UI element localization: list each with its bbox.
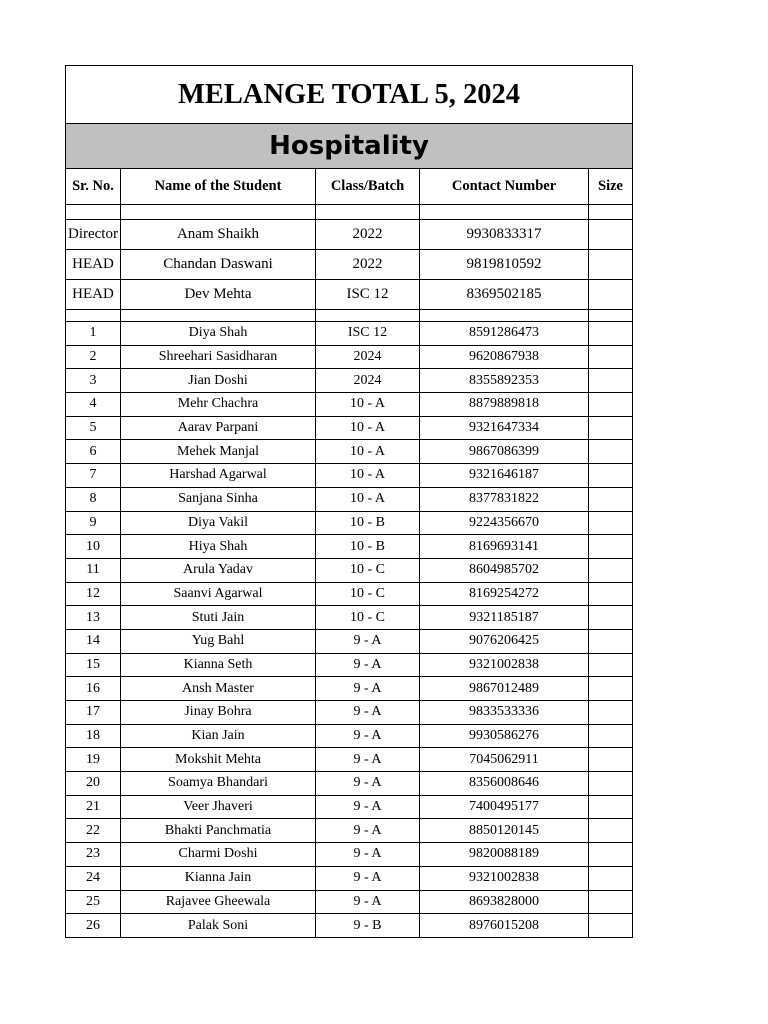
cell-name[interactable]: Mehr Chachra bbox=[121, 393, 316, 417]
cell-sr[interactable]: 22 bbox=[66, 819, 121, 843]
cell-name[interactable]: Rajavee Gheewala bbox=[121, 890, 316, 914]
student-row bbox=[66, 677, 633, 701]
student-row bbox=[66, 748, 633, 772]
cell-name[interactable]: Aarav Parpani bbox=[121, 416, 316, 440]
cell-class[interactable]: 10 - A bbox=[316, 440, 420, 464]
cell-size[interactable] bbox=[589, 440, 633, 464]
cell-name[interactable]: Charmi Doshi bbox=[121, 843, 316, 867]
title-row bbox=[66, 66, 633, 124]
cell-role[interactable]: Director bbox=[66, 220, 121, 250]
column-header-row bbox=[66, 169, 633, 205]
cell-name[interactable]: Palak Soni bbox=[121, 914, 316, 938]
cell-sr[interactable]: 13 bbox=[66, 606, 121, 630]
empty-cell[interactable] bbox=[589, 205, 633, 220]
cell-sr[interactable]: 20 bbox=[66, 772, 121, 796]
cell-contact[interactable]: 9867012489 bbox=[420, 677, 589, 701]
cell-name[interactable]: Veer Jhaveri bbox=[121, 795, 316, 819]
cell-contact[interactable]: 9224356670 bbox=[420, 511, 589, 535]
student-row bbox=[66, 558, 633, 582]
column-header-contact[interactable]: Contact Number bbox=[420, 169, 589, 205]
cell-class[interactable]: 10 - C bbox=[316, 582, 420, 606]
empty-cell[interactable] bbox=[420, 310, 589, 322]
cell-name[interactable]: Diya Vakil bbox=[121, 511, 316, 535]
student-row bbox=[66, 795, 633, 819]
cell-sr[interactable]: 12 bbox=[66, 582, 121, 606]
cell-size[interactable] bbox=[589, 795, 633, 819]
cell-sr[interactable]: 21 bbox=[66, 795, 121, 819]
cell-contact[interactable]: 8591286473 bbox=[420, 322, 589, 346]
cell-contact[interactable]: 9820088189 bbox=[420, 843, 589, 867]
cell-size[interactable] bbox=[589, 914, 633, 938]
cell-name[interactable]: Jinay Bohra bbox=[121, 701, 316, 725]
cell-size[interactable] bbox=[589, 416, 633, 440]
cell-size[interactable] bbox=[589, 606, 633, 630]
cell-name[interactable]: Harshad Agarwal bbox=[121, 464, 316, 488]
student-row bbox=[66, 653, 633, 677]
student-row bbox=[66, 322, 633, 346]
cell-sr[interactable]: 24 bbox=[66, 866, 121, 890]
student-row bbox=[66, 914, 633, 938]
cell-name[interactable]: Soamya Bhandari bbox=[121, 772, 316, 796]
student-row bbox=[66, 393, 633, 417]
cell-class[interactable]: 10 - B bbox=[316, 511, 420, 535]
student-row bbox=[66, 843, 633, 867]
cell-name[interactable]: Mokshit Mehta bbox=[121, 748, 316, 772]
cell-class[interactable]: 10 - C bbox=[316, 606, 420, 630]
student-row bbox=[66, 701, 633, 725]
cell-name[interactable]: Hiya Shah bbox=[121, 535, 316, 559]
cell-size[interactable] bbox=[589, 653, 633, 677]
cell-size[interactable] bbox=[589, 322, 633, 346]
empty-cell[interactable] bbox=[589, 310, 633, 322]
cell-name[interactable]: Dev Mehta bbox=[121, 280, 316, 310]
student-row bbox=[66, 606, 633, 630]
cell-name[interactable]: Saanvi Agarwal bbox=[121, 582, 316, 606]
student-row bbox=[66, 369, 633, 393]
cell-class[interactable]: 2022 bbox=[316, 220, 420, 250]
cell-sr[interactable]: 11 bbox=[66, 558, 121, 582]
cell-class[interactable]: 9 - A bbox=[316, 795, 420, 819]
cell-size[interactable] bbox=[589, 772, 633, 796]
student-row bbox=[66, 890, 633, 914]
cell-name[interactable]: Bhakti Panchmatia bbox=[121, 819, 316, 843]
cell-sr[interactable]: 8 bbox=[66, 487, 121, 511]
cell-name[interactable]: Ansh Master bbox=[121, 677, 316, 701]
cell-sr[interactable]: 16 bbox=[66, 677, 121, 701]
cell-contact[interactable]: 9321646187 bbox=[420, 464, 589, 488]
student-row bbox=[66, 582, 633, 606]
cell-name[interactable]: Chandan Daswani bbox=[121, 250, 316, 280]
cell-name[interactable]: Jian Doshi bbox=[121, 369, 316, 393]
student-row bbox=[66, 511, 633, 535]
cell-class[interactable]: 9 - A bbox=[316, 772, 420, 796]
cell-sr[interactable]: 2 bbox=[66, 345, 121, 369]
cell-size[interactable] bbox=[589, 748, 633, 772]
cell-name[interactable]: Diya Shah bbox=[121, 322, 316, 346]
cell-sr[interactable]: 23 bbox=[66, 843, 121, 867]
cell-size[interactable] bbox=[589, 487, 633, 511]
cell-role[interactable]: HEAD bbox=[66, 280, 121, 310]
section-row bbox=[66, 124, 633, 169]
cell-sr[interactable]: 4 bbox=[66, 393, 121, 417]
cell-contact[interactable]: 8169693141 bbox=[420, 535, 589, 559]
cell-contact[interactable]: 8879889818 bbox=[420, 393, 589, 417]
cell-name[interactable]: Anam Shaikh bbox=[121, 220, 316, 250]
cell-class[interactable]: 9 - A bbox=[316, 629, 420, 653]
student-row bbox=[66, 629, 633, 653]
section-title[interactable]: Hospitality bbox=[66, 124, 633, 169]
cell-class[interactable]: 10 - A bbox=[316, 393, 420, 417]
cell-contact[interactable]: 9076206425 bbox=[420, 629, 589, 653]
cell-contact[interactable]: 9321647334 bbox=[420, 416, 589, 440]
cell-size[interactable] bbox=[589, 843, 633, 867]
student-row bbox=[66, 487, 633, 511]
cell-size[interactable] bbox=[589, 629, 633, 653]
cell-class[interactable]: 9 - A bbox=[316, 748, 420, 772]
cell-size[interactable] bbox=[589, 890, 633, 914]
cell-sr[interactable]: 6 bbox=[66, 440, 121, 464]
cell-size[interactable] bbox=[589, 677, 633, 701]
cell-contact[interactable]: 7045062911 bbox=[420, 748, 589, 772]
student-row bbox=[66, 345, 633, 369]
sheet-title[interactable]: MELANGE TOTAL 5, 2024 bbox=[66, 66, 633, 124]
cell-contact[interactable]: 8355892353 bbox=[420, 369, 589, 393]
cell-class[interactable]: 9 - A bbox=[316, 866, 420, 890]
student-row bbox=[66, 464, 633, 488]
cell-name[interactable]: Shreehari Sasidharan bbox=[121, 345, 316, 369]
cell-sr[interactable]: 18 bbox=[66, 724, 121, 748]
roster-table bbox=[65, 65, 633, 938]
cell-sr[interactable]: 26 bbox=[66, 914, 121, 938]
cell-name[interactable]: Stuti Jain bbox=[121, 606, 316, 630]
cell-size[interactable] bbox=[589, 535, 633, 559]
cell-size[interactable] bbox=[589, 819, 633, 843]
student-row bbox=[66, 724, 633, 748]
student-row bbox=[66, 440, 633, 464]
column-header-sr-no[interactable]: Sr. No. bbox=[66, 169, 121, 205]
cell-contact[interactable]: 8377831822 bbox=[420, 487, 589, 511]
cell-contact[interactable]: 9833533336 bbox=[420, 701, 589, 725]
cell-size[interactable] bbox=[589, 511, 633, 535]
lead-row bbox=[66, 280, 633, 310]
cell-contact[interactable]: 8169254272 bbox=[420, 582, 589, 606]
student-row bbox=[66, 772, 633, 796]
cell-contact[interactable]: 9819810592 bbox=[420, 250, 589, 280]
student-row bbox=[66, 535, 633, 559]
column-header-class[interactable]: Class/Batch bbox=[316, 169, 420, 205]
cell-sr[interactable]: 14 bbox=[66, 629, 121, 653]
student-row bbox=[66, 819, 633, 843]
cell-class[interactable]: 9 - B bbox=[316, 914, 420, 938]
lead-row bbox=[66, 250, 633, 280]
cell-class[interactable]: 10 - B bbox=[316, 535, 420, 559]
cell-class[interactable]: ISC 12 bbox=[316, 322, 420, 346]
cell-contact[interactable]: 8693828000 bbox=[420, 890, 589, 914]
cell-class[interactable]: 2024 bbox=[316, 369, 420, 393]
cell-sr[interactable]: 5 bbox=[66, 416, 121, 440]
cell-class[interactable]: 9 - A bbox=[316, 724, 420, 748]
cell-size[interactable] bbox=[589, 250, 633, 280]
cell-contact[interactable]: 9620867938 bbox=[420, 345, 589, 369]
cell-name[interactable]: Arula Yadav bbox=[121, 558, 316, 582]
cell-name[interactable]: Sanjana Sinha bbox=[121, 487, 316, 511]
empty-cell[interactable] bbox=[66, 205, 121, 220]
roster-sheet bbox=[65, 65, 632, 938]
cell-class[interactable]: ISC 12 bbox=[316, 280, 420, 310]
spacer-row bbox=[66, 310, 633, 322]
cell-sr[interactable]: 7 bbox=[66, 464, 121, 488]
empty-cell[interactable] bbox=[121, 205, 316, 220]
cell-name[interactable]: Kian Jain bbox=[121, 724, 316, 748]
spacer-row bbox=[66, 205, 633, 220]
cell-contact[interactable]: 8850120145 bbox=[420, 819, 589, 843]
cell-size[interactable] bbox=[589, 220, 633, 250]
cell-size[interactable] bbox=[589, 345, 633, 369]
student-row bbox=[66, 866, 633, 890]
cell-class[interactable]: 2024 bbox=[316, 345, 420, 369]
cell-size[interactable] bbox=[589, 369, 633, 393]
cell-contact[interactable]: 7400495177 bbox=[420, 795, 589, 819]
cell-size[interactable] bbox=[589, 280, 633, 310]
cell-contact[interactable]: 9867086399 bbox=[420, 440, 589, 464]
cell-class[interactable]: 9 - A bbox=[316, 653, 420, 677]
cell-class[interactable]: 9 - A bbox=[316, 819, 420, 843]
empty-cell[interactable] bbox=[121, 310, 316, 322]
cell-contact[interactable]: 8369502185 bbox=[420, 280, 589, 310]
empty-cell[interactable] bbox=[316, 310, 420, 322]
cell-contact[interactable]: 8976015208 bbox=[420, 914, 589, 938]
cell-sr[interactable]: 9 bbox=[66, 511, 121, 535]
cell-sr[interactable]: 15 bbox=[66, 653, 121, 677]
cell-contact[interactable]: 9321002838 bbox=[420, 653, 589, 677]
cell-size[interactable] bbox=[589, 582, 633, 606]
lead-row bbox=[66, 220, 633, 250]
cell-contact[interactable]: 9321185187 bbox=[420, 606, 589, 630]
cell-role[interactable]: HEAD bbox=[66, 250, 121, 280]
cell-contact[interactable]: 9930586276 bbox=[420, 724, 589, 748]
cell-name[interactable]: Kianna Seth bbox=[121, 653, 316, 677]
cell-contact[interactable]: 9321002838 bbox=[420, 866, 589, 890]
cell-contact[interactable]: 9930833317 bbox=[420, 220, 589, 250]
student-row bbox=[66, 416, 633, 440]
cell-size[interactable] bbox=[589, 866, 633, 890]
cell-sr[interactable]: 17 bbox=[66, 701, 121, 725]
cell-size[interactable] bbox=[589, 724, 633, 748]
cell-class[interactable]: 9 - A bbox=[316, 890, 420, 914]
cell-class[interactable]: 10 - C bbox=[316, 558, 420, 582]
cell-size[interactable] bbox=[589, 464, 633, 488]
cell-class[interactable]: 2022 bbox=[316, 250, 420, 280]
column-header-name[interactable]: Name of the Student bbox=[121, 169, 316, 205]
empty-cell[interactable] bbox=[316, 205, 420, 220]
cell-class[interactable]: 9 - A bbox=[316, 677, 420, 701]
cell-class[interactable]: 9 - A bbox=[316, 843, 420, 867]
cell-name[interactable]: Kianna Jain bbox=[121, 866, 316, 890]
cell-sr[interactable]: 10 bbox=[66, 535, 121, 559]
cell-sr[interactable]: 1 bbox=[66, 322, 121, 346]
cell-sr[interactable]: 25 bbox=[66, 890, 121, 914]
cell-class[interactable]: 10 - A bbox=[316, 464, 420, 488]
empty-cell[interactable] bbox=[66, 310, 121, 322]
cell-size[interactable] bbox=[589, 393, 633, 417]
cell-class[interactable]: 10 - A bbox=[316, 487, 420, 511]
cell-contact[interactable]: 8356008646 bbox=[420, 772, 589, 796]
cell-size[interactable] bbox=[589, 701, 633, 725]
cell-size[interactable] bbox=[589, 558, 633, 582]
cell-contact[interactable]: 8604985702 bbox=[420, 558, 589, 582]
column-header-size[interactable]: Size bbox=[589, 169, 633, 205]
empty-cell[interactable] bbox=[420, 205, 589, 220]
cell-sr[interactable]: 3 bbox=[66, 369, 121, 393]
cell-class[interactable]: 10 - A bbox=[316, 416, 420, 440]
cell-sr[interactable]: 19 bbox=[66, 748, 121, 772]
cell-name[interactable]: Mehek Manjal bbox=[121, 440, 316, 464]
cell-class[interactable]: 9 - A bbox=[316, 701, 420, 725]
cell-name[interactable]: Yug Bahl bbox=[121, 629, 316, 653]
